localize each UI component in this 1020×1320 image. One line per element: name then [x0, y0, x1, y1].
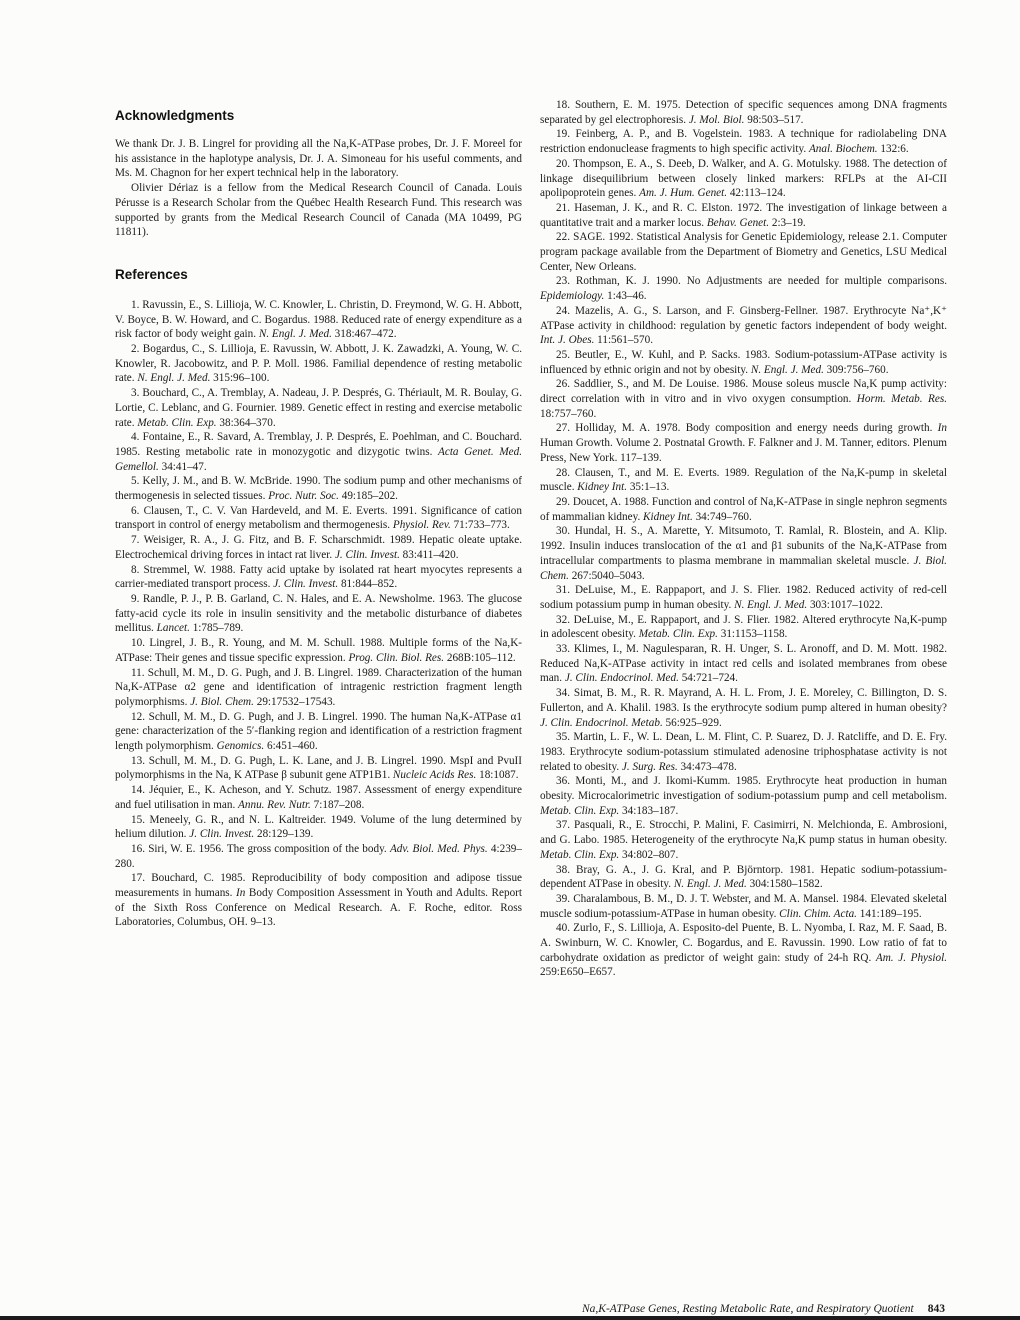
references-list-right [540, 98, 947, 980]
reference-item: 17. Bouchard, C. 1985. Reproducibility of body composition and adipose tissue measurements in humans. In Body Composition Assessment in Youth and Adults. Report of the Sixth Ross Conference on Medical Research. A. F. Roche, editor. Ross Laboratories, Columbus, OH. 9–13. [115, 872, 522, 929]
reference-item: 22. SAGE. 1992. Statistical Analysis for Genetic Epidemiology, release 2.1. Computer program package available from the Department of Biometry and Genetics, LSU Medical Center, New Orleans. [540, 231, 947, 273]
reference-item: 35. Martin, L. F., W. L. Dean, L. M. Flint, C. P. Suarez, D. J. Ratcliffe, and D. E. Fry. 1983. Erythrocyte sodium-potassium stimulated adenosine triphosphatase activity is not related to obesity. J. Surg. Res. 34:473–478. [540, 731, 947, 773]
reference-item: 1. Ravussin, E., S. Lillioja, W. C. Knowler, L. Christin, D. Freymond, W. G. H. Abbott, V. Boyce, B. W. Howard, and C. Bogardus. 1988. Reduced rate of energy expenditure as a risk factor of body weight gain. N. Engl. J. Med. 318:467–472. [115, 298, 522, 341]
reference-item: 27. Holliday, M. A. 1978. Body composition and energy needs during growth. In Human Growth. Volume 2. Postnatal Growth. F. Falkner and J. M. Tanner, editors. Plenum Press, New York. 117–139. [540, 422, 947, 464]
reference-item: 6. Clausen, T., C. V. Van Hardeveld, and M. E. Everts. 1991. Significance of cation transport in control of energy metabolism and thermogenesis. Physiol. Rev. 71:733–773. [115, 504, 522, 532]
acknowledgments-paragraph-2: Olivier Dériaz is a fellow from the Medical Research Council of Canada. Louis Pérusse is a Research Scholar from the Québec Health Research Fund. This research was supported by grants from the Medical Research Council of Canada (MA 10499, PG 11811). [115, 182, 522, 239]
reference-item: 39. Charalambous, B. M., D. J. T. Webster, and M. A. Mansel. 1984. Elevated skeletal muscle sodium-potassium-ATPase in human obesity. Clin. Chim. Acta. 141:189–195. [540, 892, 947, 920]
reference-item: 38. Bray, G. A., J. G. Kral, and P. Björntorp. 1981. Hepatic sodium-potassium-dependent ATPase in obesity. N. Engl. J. Med. 304:1580–1582. [540, 863, 947, 891]
references-heading: References [115, 266, 188, 282]
reference-item: 23. Rothman, K. J. 1990. No Adjustments are needed for multiple comparisons. Epidemiology. 1:43–46. [540, 275, 947, 303]
reference-item: 12. Schull, M. M., D. G. Pugh, and J. B. Lingrel. 1990. The human Na,K-ATPase α1 gene: characterization of the 5′-flanking region and identification of a restriction fragment length polymorphism. Genomics. 6:451–460. [115, 710, 522, 753]
reference-item: 16. Siri, W. E. 1956. The gross composition of the body. Adv. Biol. Med. Phys. 4:239–280. [115, 842, 522, 870]
reference-item: 14. Jéquier, E., K. Acheson, and Y. Schutz. 1987. Assessment of energy expenditure and fuel utilisation in man. Annu. Rev. Nutr. 7:187–208. [115, 784, 522, 811]
reference-item: 7. Weisiger, R. A., J. G. Fitz, and B. F. Scharschmidt. 1989. Hepatic oleate uptake. Electrochemical driving forces in intact rat liver. J. Clin. Invest. 83:411–420. [115, 534, 522, 561]
reference-item: 8. Stremmel, W. 1988. Fatty acid uptake by isolated rat heart myocytes represents a carrier-mediated transport process. J. Clin. Invest. 81:844–852. [115, 563, 522, 591]
reference-item: 37. Pasquali, R., E. Strocchi, P. Malini, F. Casimirri, N. Melchionda, E. Ambrosioni, and G. Labo. 1985. Heterogeneity of the erythrocyte Na,K pump status in human obesity. Metab. Clin. Exp. 34:802–807. [540, 819, 947, 861]
reference-item: 36. Monti, M., and J. Ikomi-Kumm. 1985. Erythrocyte heat production in human obesity. Microcalorimetric investigation of sodium-potassium pump and cell metabolism. Metab. Clin. Exp. 34:183–187. [540, 775, 947, 817]
reference-item: 29. Doucet, A. 1988. Function and control of Na,K-ATPase in single nephron segments of mammalian kidney. Kidney Int. 34:749–760. [540, 495, 947, 523]
reference-item: 10. Lingrel, J. B., R. Young, and M. M. Schull. 1988. Multiple forms of the Na,K-ATPase: Their genes and tissue specific expression. Prog. Clin. Biol. Res. 268B:105–112. [115, 637, 522, 664]
page-number: 843 [927, 1303, 945, 1315]
reference-item: 30. Hundal, H. S., A. Marette, Y. Mitsumoto, T. Ramlal, R. Blostein, and A. Klip. 1992. Insulin induces translocation of the α1 and β1 subunits of the Na,K-ATPase from intracellular compartments to plasma membrane in mammalian skeletal muscle. J. Biol. Chem. 267:5040–5043. [540, 525, 947, 582]
references-list-left [115, 298, 522, 930]
page-footer [582, 1303, 945, 1315]
reference-item: 4. Fontaine, E., R. Savard, A. Tremblay, J. P. Després, E. Poehlman, and C. Bouchard. 1985. Resting metabolic rate in monozygotic and dizygotic twins. Acta Genet. Med. Gemellol. 34:41–47. [115, 431, 522, 473]
reference-item: 28. Clausen, T., and M. E. Everts. 1989. Regulation of the Na,K-pump in skeletal muscle. Kidney Int. 35:1–13. [540, 466, 947, 494]
right-column [540, 98, 947, 980]
reference-item: 2. Bogardus, C., S. Lillioja, E. Ravussin, W. Abbott, J. K. Zawadzki, A. Young, W. C. Knowler, R. Jacobowitz, and P. P. Moll. 1986. Familial dependence of resting metabolic rate. N. Engl. J. Med. 315:96–100. [115, 343, 522, 385]
reference-item: 32. DeLuise, M., E. Rappaport, and J. S. Flier. 1982. Altered erythrocyte Na,K-pump in adolescent obesity. Metab. Clin. Exp. 31:1153–1158. [540, 613, 947, 641]
reference-item: 11. Schull, M. M., D. G. Pugh, and J. B. Lingrel. 1989. Characterization of the human Na,K-ATPase α2 gene and identification of intragenic restriction fragment length polymorphisms. J. Biol. Chem. 29:17532–17543. [115, 666, 522, 708]
reference-item: 3. Bouchard, C., A. Tremblay, A. Nadeau, J. P. Després, G. Thériault, M. R. Boulay, G. Lortie, C. Leblanc, and G. Fournier. 1989. Genetic effect in resting and exercise metabolic rate. Metab. Clin. Exp. 38:364–370. [115, 387, 522, 429]
reference-item: 5. Kelly, J. M., and B. W. McBride. 1990. The sodium pump and other mechanisms of thermogenesis in selected tissues. Proc. Nutr. Soc. 49:185–202. [115, 475, 522, 503]
acknowledgments-heading: Acknowledgments [115, 108, 235, 123]
reference-item: 20. Thompson, E. A., S. Deeb, D. Walker, and A. G. Motulsky. 1988. The detection of linkage disequilibrium between closely linked markers: RFLPs at the AI-CII apolipoprotein genes. Am. J. Hum. Genet. 42:113–124. [540, 157, 947, 200]
running-title: Na,K-ATPase Genes, Resting Metabolic Rate, and Respiratory Quotient [582, 1303, 914, 1315]
reference-item: 19. Feinberg, A. P., and B. Vogelstein. 1983. A technique for radiolabeling DNA restriction endonuclease fragments to high specific activity. Anal. Biochem. 132:6. [540, 128, 947, 156]
reference-item: 21. Haseman, J. K., and R. C. Elston. 1972. The investigation of linkage between a quantitative trait and a marker locus. Behav. Genet. 2:3–19. [540, 201, 947, 229]
reference-item: 24. Mazelis, A. G., S. Larson, and F. Ginsberg-Fellner. 1987. Erythrocyte Na⁺,K⁺ ATPase activity in childhood: regulation by genetic factors independent of body weight. Int. J. Obes. 11:561–570. [540, 304, 947, 347]
reference-item: 31. DeLuise, M., E. Rappaport, and J. S. Flier. 1982. Reduced activity of red-cell sodium potassium pump in human obesity. N. Engl. J. Med. 303:1017–1022. [540, 584, 947, 611]
left-column [115, 108, 522, 930]
reference-item: 15. Meneely, G. R., and N. L. Kaltreider. 1949. Volume of the lung determined by helium dilution. J. Clin. Invest. 28:129–139. [115, 813, 522, 841]
reference-item: 34. Simat, B. M., R. R. Mayrand, A. H. L. From, J. E. Moreley, C. Billington, D. S. Fullerton, and A. Khalil. 1983. Is the erythrocyte sodium pump altered in human obesity? J. Clin. Endocrinol. Metab. 56:925–929. [540, 687, 947, 729]
reference-item: 40. Zurlo, F., S. Lillioja, A. Esposito-del Puente, B. L. Nyomba, I. Raz, M. F. Saad, B. A. Swinburn, W. C. Knowler, C. Bogardus, and E. Ravussin. 1990. Low ratio of fat to carbohydrate oxidation as predictor of weight gain: study of 24-h RQ. Am. J. Physiol. 259:E650–E657. [540, 922, 947, 979]
reference-item: 26. Saddlier, S., and M. De Louise. 1986. Mouse soleus muscle Na,K pump activity: direct correlation with in vitro and in vivo oxygen consumption. Horm. Metab. Res. 18:757–760. [540, 378, 948, 420]
reference-item: 33. Klimes, I., M. Nagulesparan, R. H. Unger, S. L. Aronoff, and D. M. Mott. 1982. Reduced Na,K-ATPase activity in intact red cells and isolated membranes from obese man. J. Clin. Endocrinol. Med. 54:721–724. [540, 643, 947, 685]
reference-item: 9. Randle, P. J., P. B. Garland, C. N. Hales, and E. A. Newsholme. 1963. The glucose fatty-acid cycle its role in insulin sensitivity and the metabolic disturbance of diabetes mellitus. Lancet. 1:785–789. [115, 592, 522, 635]
reference-item: 18. Southern, E. M. 1975. Detection of specific sequences among DNA fragments separated by gel electrophoresis. J. Mol. Biol. 98:503–517. [540, 99, 947, 126]
reference-item: 25. Beutler, E., W. Kuhl, and P. Sacks. 1983. Sodium-potassium-ATPase activity is influenced by ethnic origin and not by obesity. N. Engl. J. Med. 309:756–760. [540, 348, 947, 376]
reference-item: 13. Schull, M. M., D. G. Pugh, L. K. Lane, and J. B. Lingrel. 1990. MspI and PvuII polymorphisms in the Na, K ATPase β subunit gene ATP1B1. Nucleic Acids Res. 18:1087. [115, 754, 522, 782]
acknowledgments-paragraph-1: We thank Dr. J. B. Lingrel for providing all the Na,K-ATPase probes, Dr. J. F. Moreel for his assistance in the haplotype analysis, Dr. J. A. Simoneau for his useful comments, and Ms. M. Chagnon for her expert technical help in the laboratory. [115, 138, 522, 180]
scan-edge-artifact [0, 1316, 1020, 1320]
